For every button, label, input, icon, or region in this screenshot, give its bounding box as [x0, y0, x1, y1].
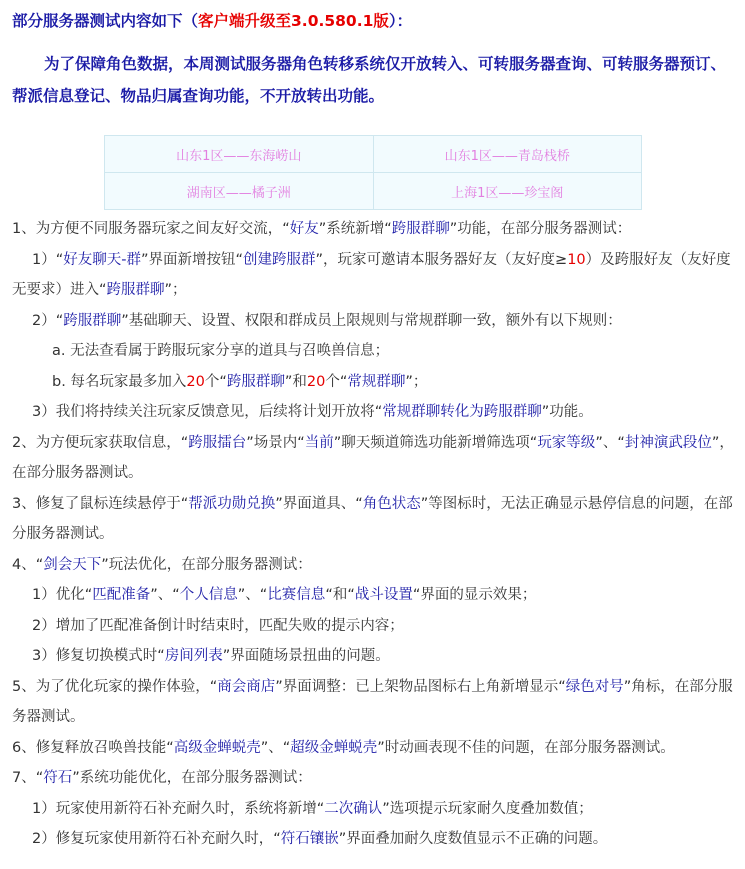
highlight-term: 战斗设置 [354, 587, 413, 603]
item-1: 1、为方便不同服务器玩家之间友好交流，“好友”系统新增“跨服群聊”功能，在部分服务器测试： [12, 221, 632, 237]
server-cell: 上海1区——珍宝阁 [373, 173, 642, 210]
highlight-term: 跨服群聊 [106, 282, 165, 298]
server-table [104, 135, 642, 210]
change-list [12, 214, 739, 855]
highlight-term: 二次确认 [324, 800, 383, 817]
highlight-term: 商会商店 [217, 678, 276, 695]
item-4-1: 1）优化“匹配准备”、“个人信息”、“比赛信息“和“战斗设置“界面的显示效果； [32, 587, 537, 603]
highlight-term: 剑会天下 [43, 556, 102, 573]
highlight-number: 10 [567, 251, 586, 268]
highlight-term: 比赛信息 [267, 587, 326, 603]
server-cell: 山东1区——东海崂山 [105, 136, 374, 173]
highlight-term: 角色状态 [362, 495, 421, 512]
item-7-1: 1）玩家使用新符石补充耐久时，系统将新增“二次确认”选项提示玩家耐久度叠加数值； [32, 800, 593, 817]
highlight-term: 玩家等级 [537, 434, 596, 451]
server-row [105, 136, 642, 173]
highlight-term: 常规群聊转化为跨服群聊 [382, 404, 542, 420]
item-4-3: 3）修复切换模式时“房间列表”界面随场景扭曲的问题。 [32, 648, 390, 664]
highlight-term: 跨服擂台 [188, 434, 247, 451]
item-7: 7、“符石”系统功能优化，在部分服务器测试： [12, 770, 312, 786]
server-cell: 湖南区——橘子洲 [105, 173, 374, 210]
highlight-term: 房间列表 [164, 648, 223, 664]
highlight-number: 20 [186, 373, 205, 390]
highlight-term: 帮派功勋兑换 [188, 495, 276, 512]
item-5: 5、为了优化玩家的操作体验，“商会商店”界面调整：已上架物品图标右上角新增显示“绿色对号”角标，在部分服务器测试。 [12, 678, 733, 725]
highlight-term: 绿色对号 [565, 678, 624, 695]
highlight-term: 高级金蝉蜕壳 [173, 739, 261, 756]
item-1-2: 2）“跨服群聊”基础聊天、设置、权限和群成员上限规则与常规群聊一致，额外有以下规则： [32, 312, 622, 329]
highlight-term: 封神演武段位 [624, 434, 712, 451]
highlight-term: 跨服群聊 [226, 373, 285, 390]
highlight-term: 常规群聊 [347, 373, 406, 390]
highlight-term: 匹配准备 [92, 587, 151, 603]
item-6: 6、修复释放召唤兽技能“高级金蝉蜕壳”、“超级金蝉蜕壳”时动画表现不佳的问题，在部分服务器测试。 [12, 739, 675, 756]
item-2: 2、为方便玩家获取信息，“跨服擂台”场景内“当前”聊天频道筛选功能新增筛选项“玩家等级”、“封神演武段位”，在部分服务器测试。 [12, 434, 734, 481]
item-7-2: 2）修复玩家使用新符石补充耐久时，“符石镶嵌”界面叠加耐久度数值显示不正确的问题。 [32, 831, 608, 847]
server-row [105, 173, 642, 210]
highlight-term: 个人信息 [179, 587, 238, 603]
highlight-term: 超级金蝉蜕壳 [290, 739, 378, 756]
highlight-term: 跨服群聊 [391, 221, 450, 237]
item-1-1: 1）“好友聊天-群”界面新增按钮“创建跨服群”，玩家可邀请本服务器好友（友好度≥10）及跨服好友（友好度无要求）进入“跨服群聊”； [12, 251, 731, 298]
item-1-2-b: b. 每名玩家最多加入20个“跨服群聊”和20个“常规群聊”； [52, 373, 428, 390]
highlight-term: 创建跨服群 [243, 251, 316, 268]
highlight-term: 好友 [289, 221, 319, 237]
item-1-3: 3）我们将持续关注玩家反馈意见，后续将计划开放将“常规群聊转化为跨服群聊”功能。 [32, 404, 593, 420]
item-4: 4、“剑会天下”玩法优化，在部分服务器测试： [12, 556, 312, 573]
item-1-2-a: a. 无法查看属于跨服玩家分享的道具与召唤兽信息； [52, 343, 390, 359]
server-cell: 山东1区——青岛栈桥 [373, 136, 642, 173]
item-3: 3、修复了鼠标连续悬停于“帮派功勋兑换”界面道具、“角色状态”等图标时，无法正确显示悬停信息的问题，在部分服务器测试。 [12, 495, 733, 542]
highlight-term: 跨服群聊 [63, 312, 122, 329]
intro-paragraph: 为了保障角色数据，本周测试服务器角色转移系统仅开放转入、可转服务器查询、可转服务器预订、帮派信息登记、物品归属查询功能，不开放转出功能。 [12, 55, 727, 105]
item-4-2: 2）增加了匹配准备倒计时结束时，匹配失败的提示内容； [32, 617, 404, 634]
highlight-term: 当前 [304, 434, 334, 451]
client-version: 客户端升级至3.0.580.1版 [198, 12, 389, 30]
highlight-term: 符石镶嵌 [280, 831, 339, 847]
highlight-number: 20 [306, 373, 326, 390]
highlight-term: 符石 [43, 770, 73, 786]
highlight-term: 好友聊天-群 [63, 251, 141, 268]
announcement-title: 部分服务器测试内容如下（客户端升级至3.0.580.1版）： [12, 12, 413, 30]
